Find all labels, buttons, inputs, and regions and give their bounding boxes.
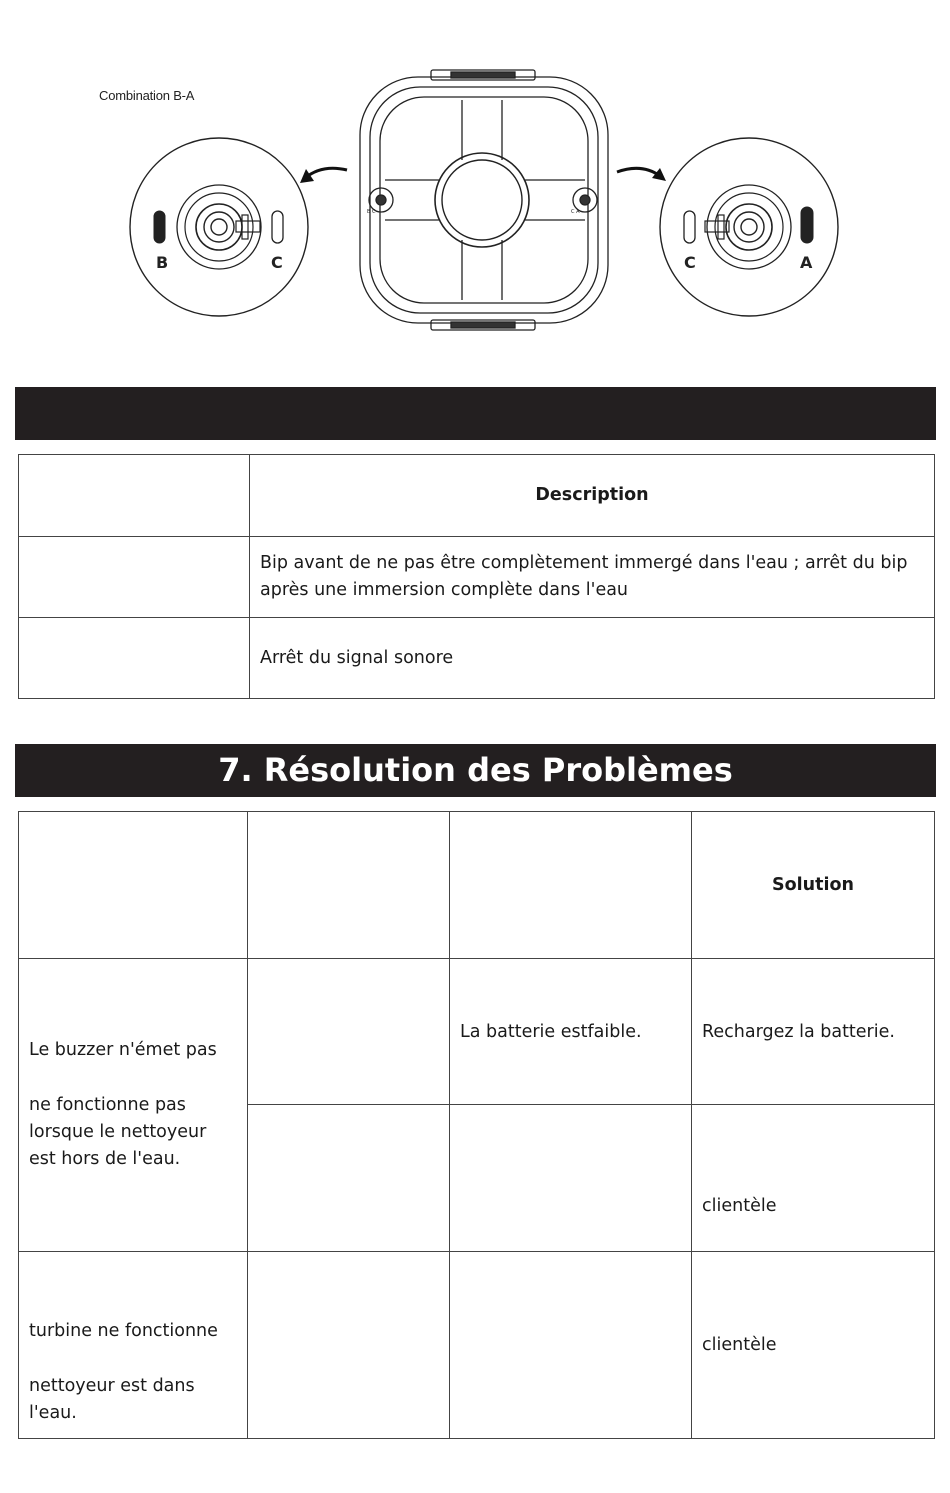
buzzer-status-table	[18, 454, 935, 699]
description-line: Bip avant de ne pas être complètement immergé dans l'eau ; arrêt du bip	[260, 553, 908, 573]
left-arrow-icon	[305, 168, 347, 178]
reason-cell	[450, 1252, 692, 1439]
problem-line: turbine ne fonctionne	[29, 1321, 218, 1341]
left-dial-label-c: C	[271, 253, 283, 272]
reason-cell	[450, 1105, 692, 1252]
problem-line: lorsque le nettoyeur	[29, 1122, 207, 1142]
header-cell-description: Description	[250, 455, 935, 537]
description-cell: Arrêt du signal sonore	[250, 618, 935, 699]
right-dial-label-a: A	[800, 253, 813, 272]
problem-cell	[19, 959, 248, 1252]
table-row	[19, 537, 935, 618]
unit-mark-left: B C	[367, 209, 376, 215]
table-row	[19, 618, 935, 699]
problem-cell	[19, 1252, 248, 1439]
solution-cell: Rechargez la batterie.	[692, 959, 935, 1105]
section-bar-indicator	[15, 387, 936, 440]
solution-cell: clientèle	[692, 1105, 935, 1252]
table-header-row	[19, 455, 935, 537]
status-cell	[19, 618, 250, 699]
valve-diagram	[0, 0, 950, 360]
cleaner-body	[360, 70, 608, 330]
right-dial-label-c: C	[684, 253, 696, 272]
table-header-row	[19, 812, 935, 959]
cause-cell	[248, 1252, 450, 1439]
troubleshooting-table	[18, 811, 935, 1439]
problem-line: ne fonctionne pas	[29, 1095, 186, 1115]
header-cell-cause	[248, 812, 450, 959]
header-cell-reason	[450, 812, 692, 959]
header-cell-status	[19, 455, 250, 537]
description-cell	[250, 537, 935, 618]
right-dial	[660, 138, 838, 316]
left-dial-label-b: B	[156, 253, 169, 272]
unit-mark-right: C A	[571, 209, 580, 215]
problem-line: l'eau.	[29, 1403, 77, 1423]
valve-combination-figure	[0, 0, 950, 360]
right-arrow-icon	[617, 168, 660, 176]
figure-caption: Combination B-A	[99, 88, 195, 103]
table-row	[19, 959, 935, 1105]
header-cell-problem	[19, 812, 248, 959]
description-line: après une immersion complète dans l'eau	[260, 580, 629, 600]
solution-cell: clientèle	[692, 1252, 935, 1439]
section-title-troubleshooting: 7. Résolution des Problèmes	[15, 744, 936, 797]
reason-cell: La batterie estfaible.	[450, 959, 692, 1105]
table-row	[19, 1252, 935, 1439]
cause-cell	[248, 1105, 450, 1252]
problem-line: est hors de l'eau.	[29, 1149, 181, 1169]
header-cell-solution: Solution	[692, 812, 935, 959]
problem-line: nettoyeur est dans	[29, 1376, 195, 1396]
status-cell	[19, 537, 250, 618]
cause-cell	[248, 959, 450, 1105]
problem-line: Le buzzer n'émet pas	[29, 1040, 217, 1060]
left-dial	[130, 138, 308, 316]
